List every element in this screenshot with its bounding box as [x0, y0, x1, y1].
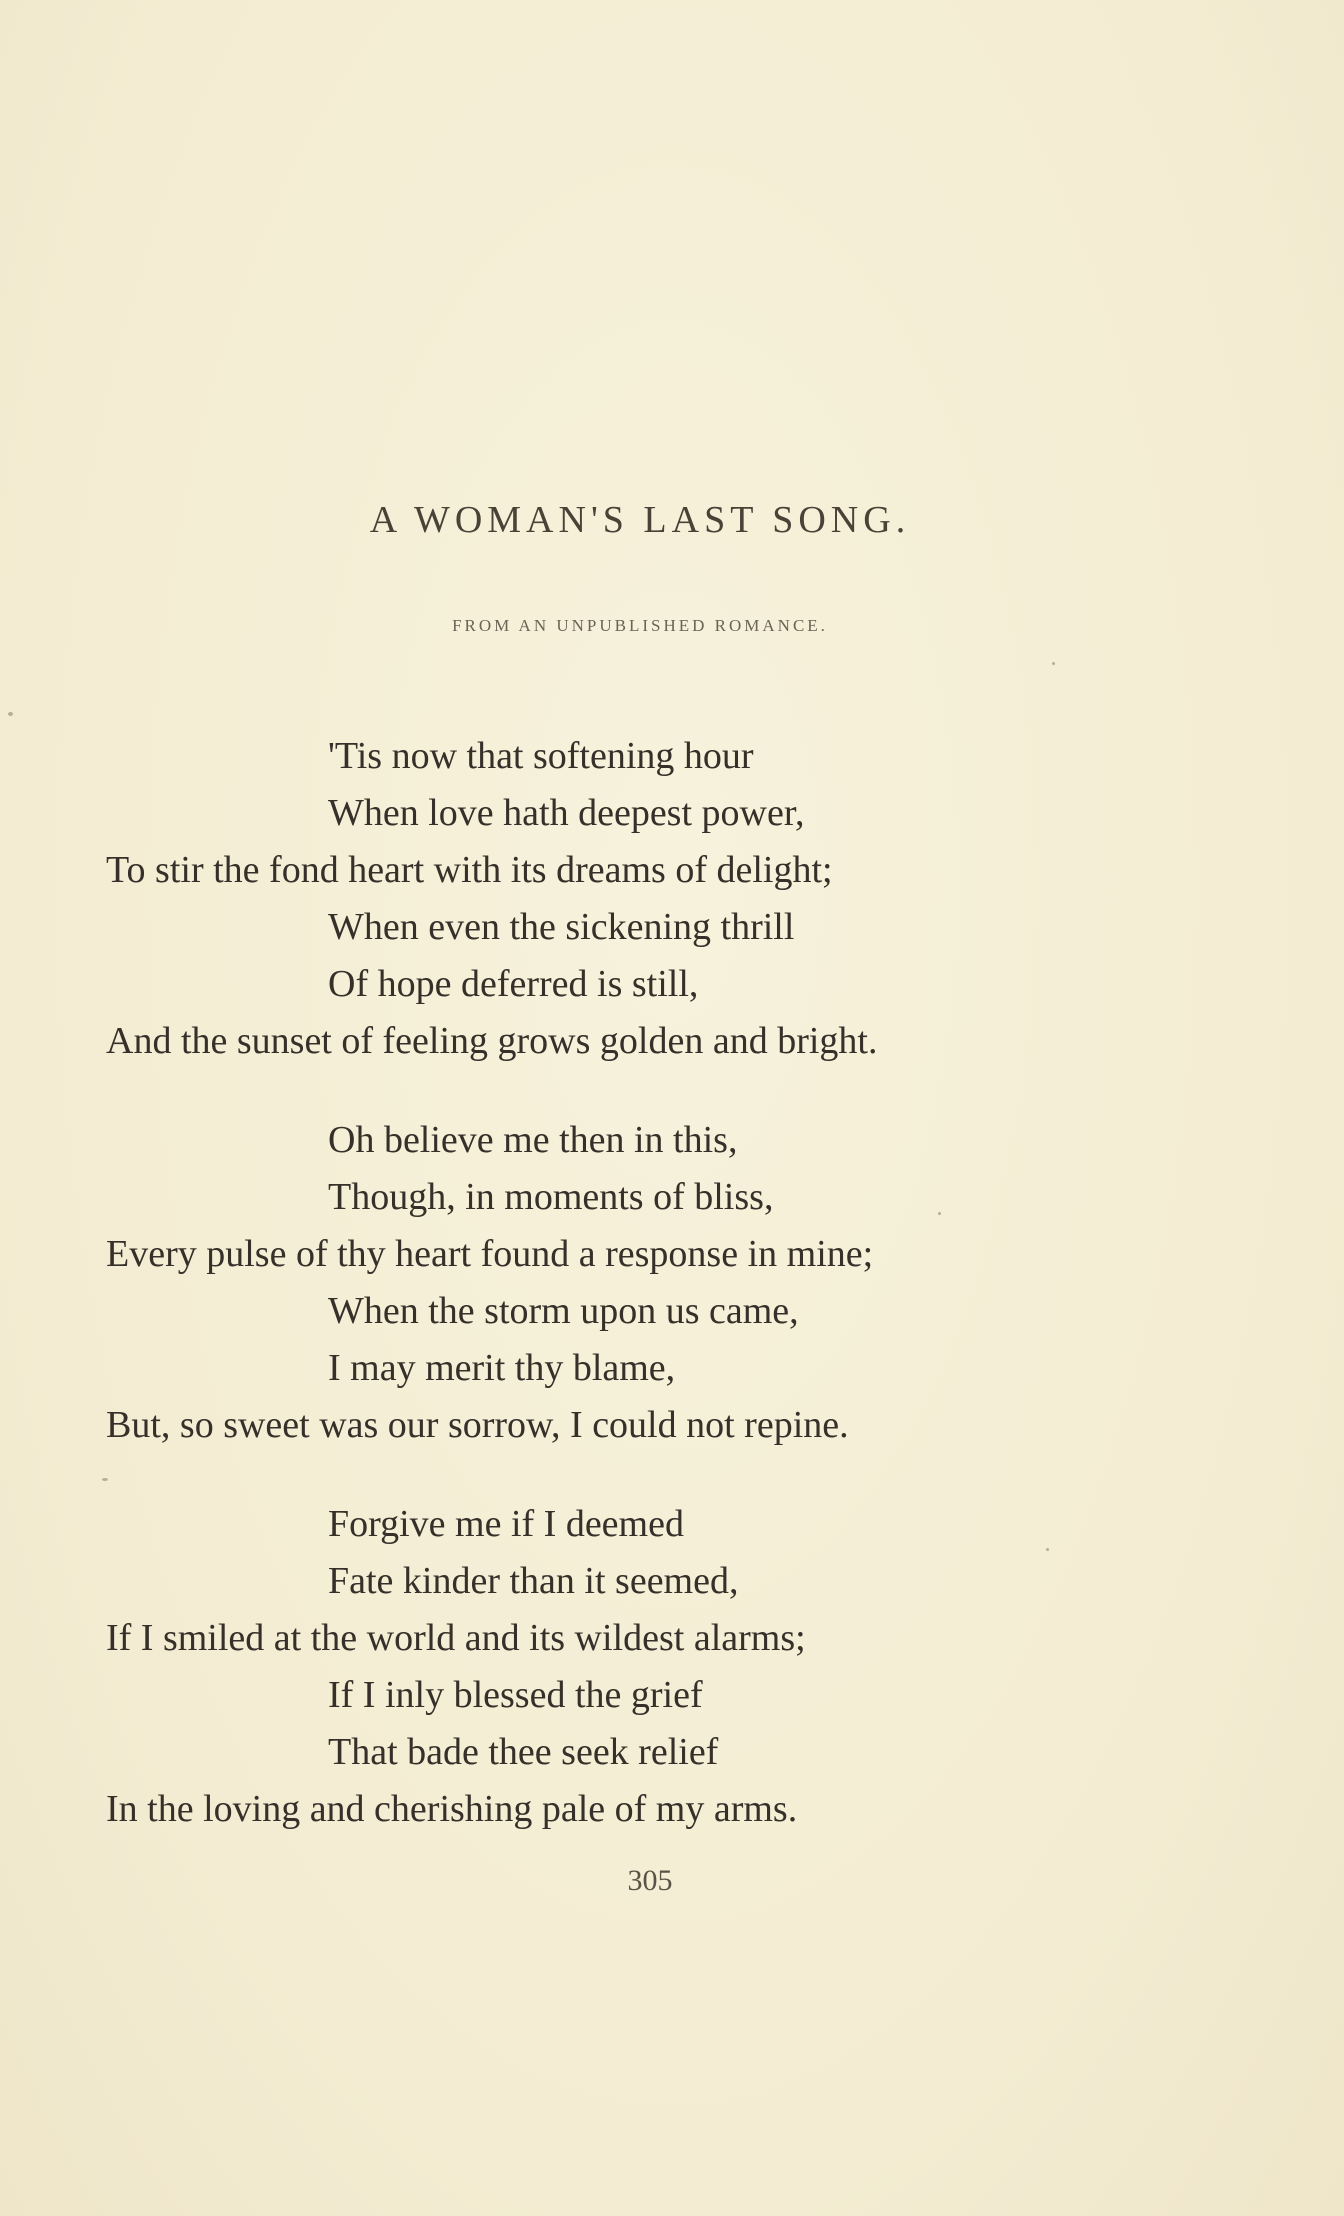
poem-line: Fate kinder than it seemed, [328, 1560, 739, 1602]
paper-speck [8, 712, 13, 716]
poem-line: Oh believe me then in this, [328, 1119, 738, 1161]
poem-line: When even the sickening thrill [328, 906, 795, 948]
stanza-1 [0, 728, 1344, 1070]
poem-line: But, so sweet was our sorrow, I could not repine. [106, 1404, 849, 1446]
paper-speck [938, 1212, 941, 1215]
poem-line: I may merit thy blame, [328, 1347, 676, 1389]
poem-line: When the storm upon us came, [328, 1290, 799, 1332]
poem-line: Of hope deferred is still, [328, 963, 699, 1005]
stanza-2 [0, 1112, 1344, 1454]
poem-line: If I smiled at the world and its wildest alarms; [106, 1617, 806, 1659]
poem-body [0, 728, 1344, 1838]
poem-line: That bade thee seek relief [328, 1731, 719, 1773]
paper-speck [1046, 1548, 1049, 1551]
poem-line: When love hath deepest power, [328, 792, 805, 834]
poem-line: Every pulse of thy heart found a response in mine; [106, 1233, 874, 1275]
stanza-3 [0, 1496, 1344, 1838]
page-number: 305 [627, 1864, 673, 1897]
paper-speck [102, 1478, 108, 1481]
poem-line: In the loving and cherishing pale of my arms. [106, 1788, 798, 1830]
poem-line: If I inly blessed the grief [328, 1674, 703, 1716]
poem-title: A WOMAN'S LAST SONG. [369, 499, 911, 541]
poem-line: Though, in moments of bliss, [328, 1176, 774, 1218]
poem-line: 'Tis now that softening hour [328, 735, 754, 777]
poem-line: Forgive me if I deemed [328, 1503, 684, 1545]
poem-line: And the sunset of feeling grows golden and bright. [106, 1020, 878, 1062]
poem-subtitle: FROM AN UNPUBLISHED ROMANCE. [452, 616, 828, 635]
poem-line: To stir the fond heart with its dreams of delight; [106, 849, 833, 891]
paper-speck [1052, 662, 1055, 665]
